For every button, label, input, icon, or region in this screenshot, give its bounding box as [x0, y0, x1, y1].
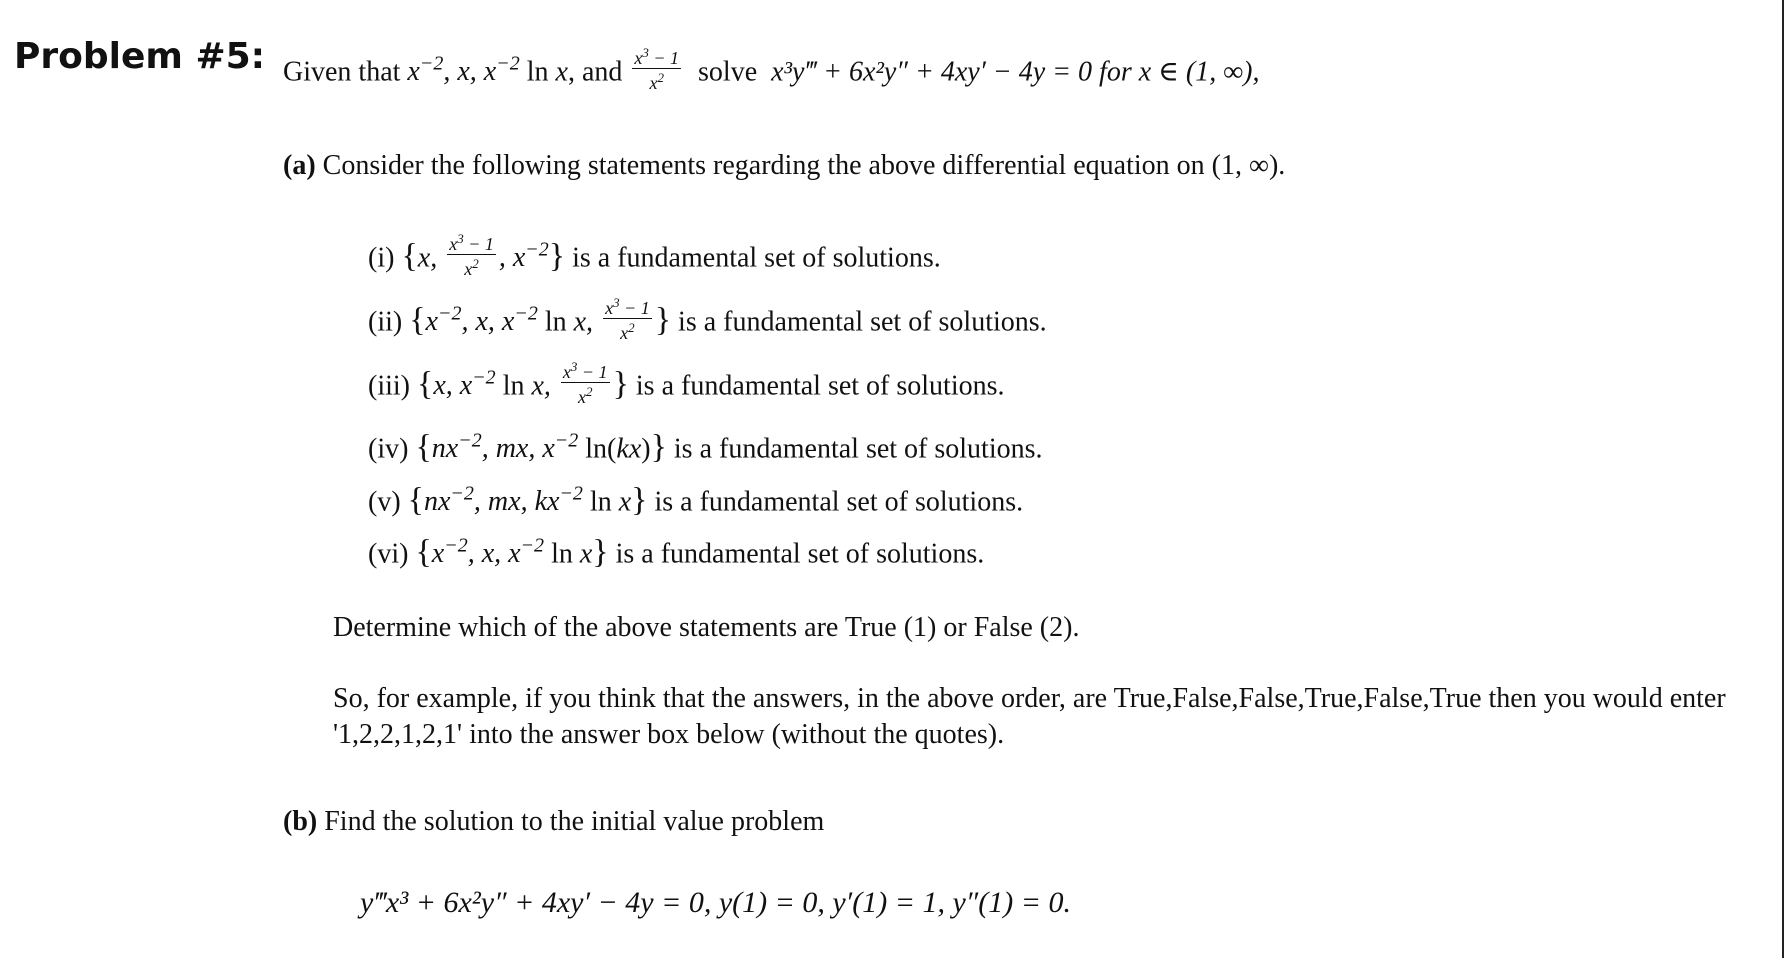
statement-label: (vi) [368, 538, 409, 570]
statement-text: is a fundamental set of solutions. [635, 370, 1005, 402]
statement-text: is a fundamental set of solutions. [673, 433, 1043, 465]
fraction-x3-1-over-x2: $\frac{x^3 - 1}{x^2}$ [634, 44, 680, 93]
part-b-intro [283, 805, 824, 839]
ivp-equation: y‴x³ + 6x²y″ + 4xy′ − 4y = 0, y(1) = 0, y′(1) = 1, y″(1) = 0. [360, 886, 1072, 919]
statement-iv: (iv) {$nx^{-2}$, mx, $x^{-2}$ ln(kx)} is a fundamental set of solutions. [368, 428, 1043, 466]
statement-vi: (vi) {$x^{-2}$, x, $x^{-2}$ ln x} is a fundamental set of solutions. [368, 533, 985, 571]
and-text: and [581, 56, 623, 88]
statement-text: is a fundamental set of solutions. [572, 242, 941, 274]
problem-statement: Given that $x^{-2}$, x, $x^{-2}$ ln x, and $\frac{x^3 - 1}{x^2}$ solve x³y‴ + 6x²y″ + 4xy′ − 4y = 0 for x ∈ (1, ∞), [283, 44, 1260, 93]
part-b-label: (b) [283, 806, 318, 837]
statement-text: is a fundamental set of solutions. [615, 538, 985, 570]
statement-text: is a fundamental set of solutions. [654, 486, 1024, 518]
determine-text: Determine which of the above statements are True (1) or False (2). [333, 612, 1080, 643]
statement-label: (v) [368, 486, 401, 518]
main-equation: x³y‴ + 6x²y″ + 4xy′ − 4y = 0 for x ∈ (1, ∞), [771, 56, 1260, 88]
statement-text: is a fundamental set of solutions. [678, 306, 1047, 338]
part-a-intro [283, 149, 1285, 183]
statement-label: (i) [368, 242, 395, 274]
statement-label: (ii) [368, 306, 403, 338]
part-b-intro-text: Find the solution to the initial value problem [324, 806, 825, 837]
statement-i: (i) {x, $\frac{x^3 - 1}{x^2}$ , $x^{-2}$} is a fundamental set of solutions. [368, 230, 941, 279]
statement-ii: (ii) {$x^{-2}$, x, $x^{-2}$ ln x, $\frac{x^3 - 1}{x^2}$ } is a fundamental set of solutions. [368, 294, 1047, 343]
statement-v: (v) {$nx^{-2}$, mx, $kx^{-2}$ ln x} is a fundamental set of solutions. [368, 481, 1024, 519]
example-text: So, for example, if you think that the answers, in the above order, are True,False,False,True,False,True then you would enter '1,2,2,1,2,1' into the answer box below (without the quotes). [333, 683, 1726, 750]
statement-label: (iv) [368, 433, 409, 465]
statement-iii: (iii) {x, $x^{-2}$ ln x, $\frac{x^3 - 1}{x^2}$ } is a fundamental set of solutions. [368, 358, 1005, 407]
part-a-intro-text: Consider the following statements regarding the above differential equation on (1, ∞). [322, 150, 1286, 181]
problem-heading: Problem #5: [14, 36, 266, 77]
solve-text: solve [698, 56, 758, 88]
statement-label: (iii) [368, 370, 410, 402]
intro-text: Given that [283, 56, 401, 88]
part-a-label: (a) [283, 150, 316, 181]
